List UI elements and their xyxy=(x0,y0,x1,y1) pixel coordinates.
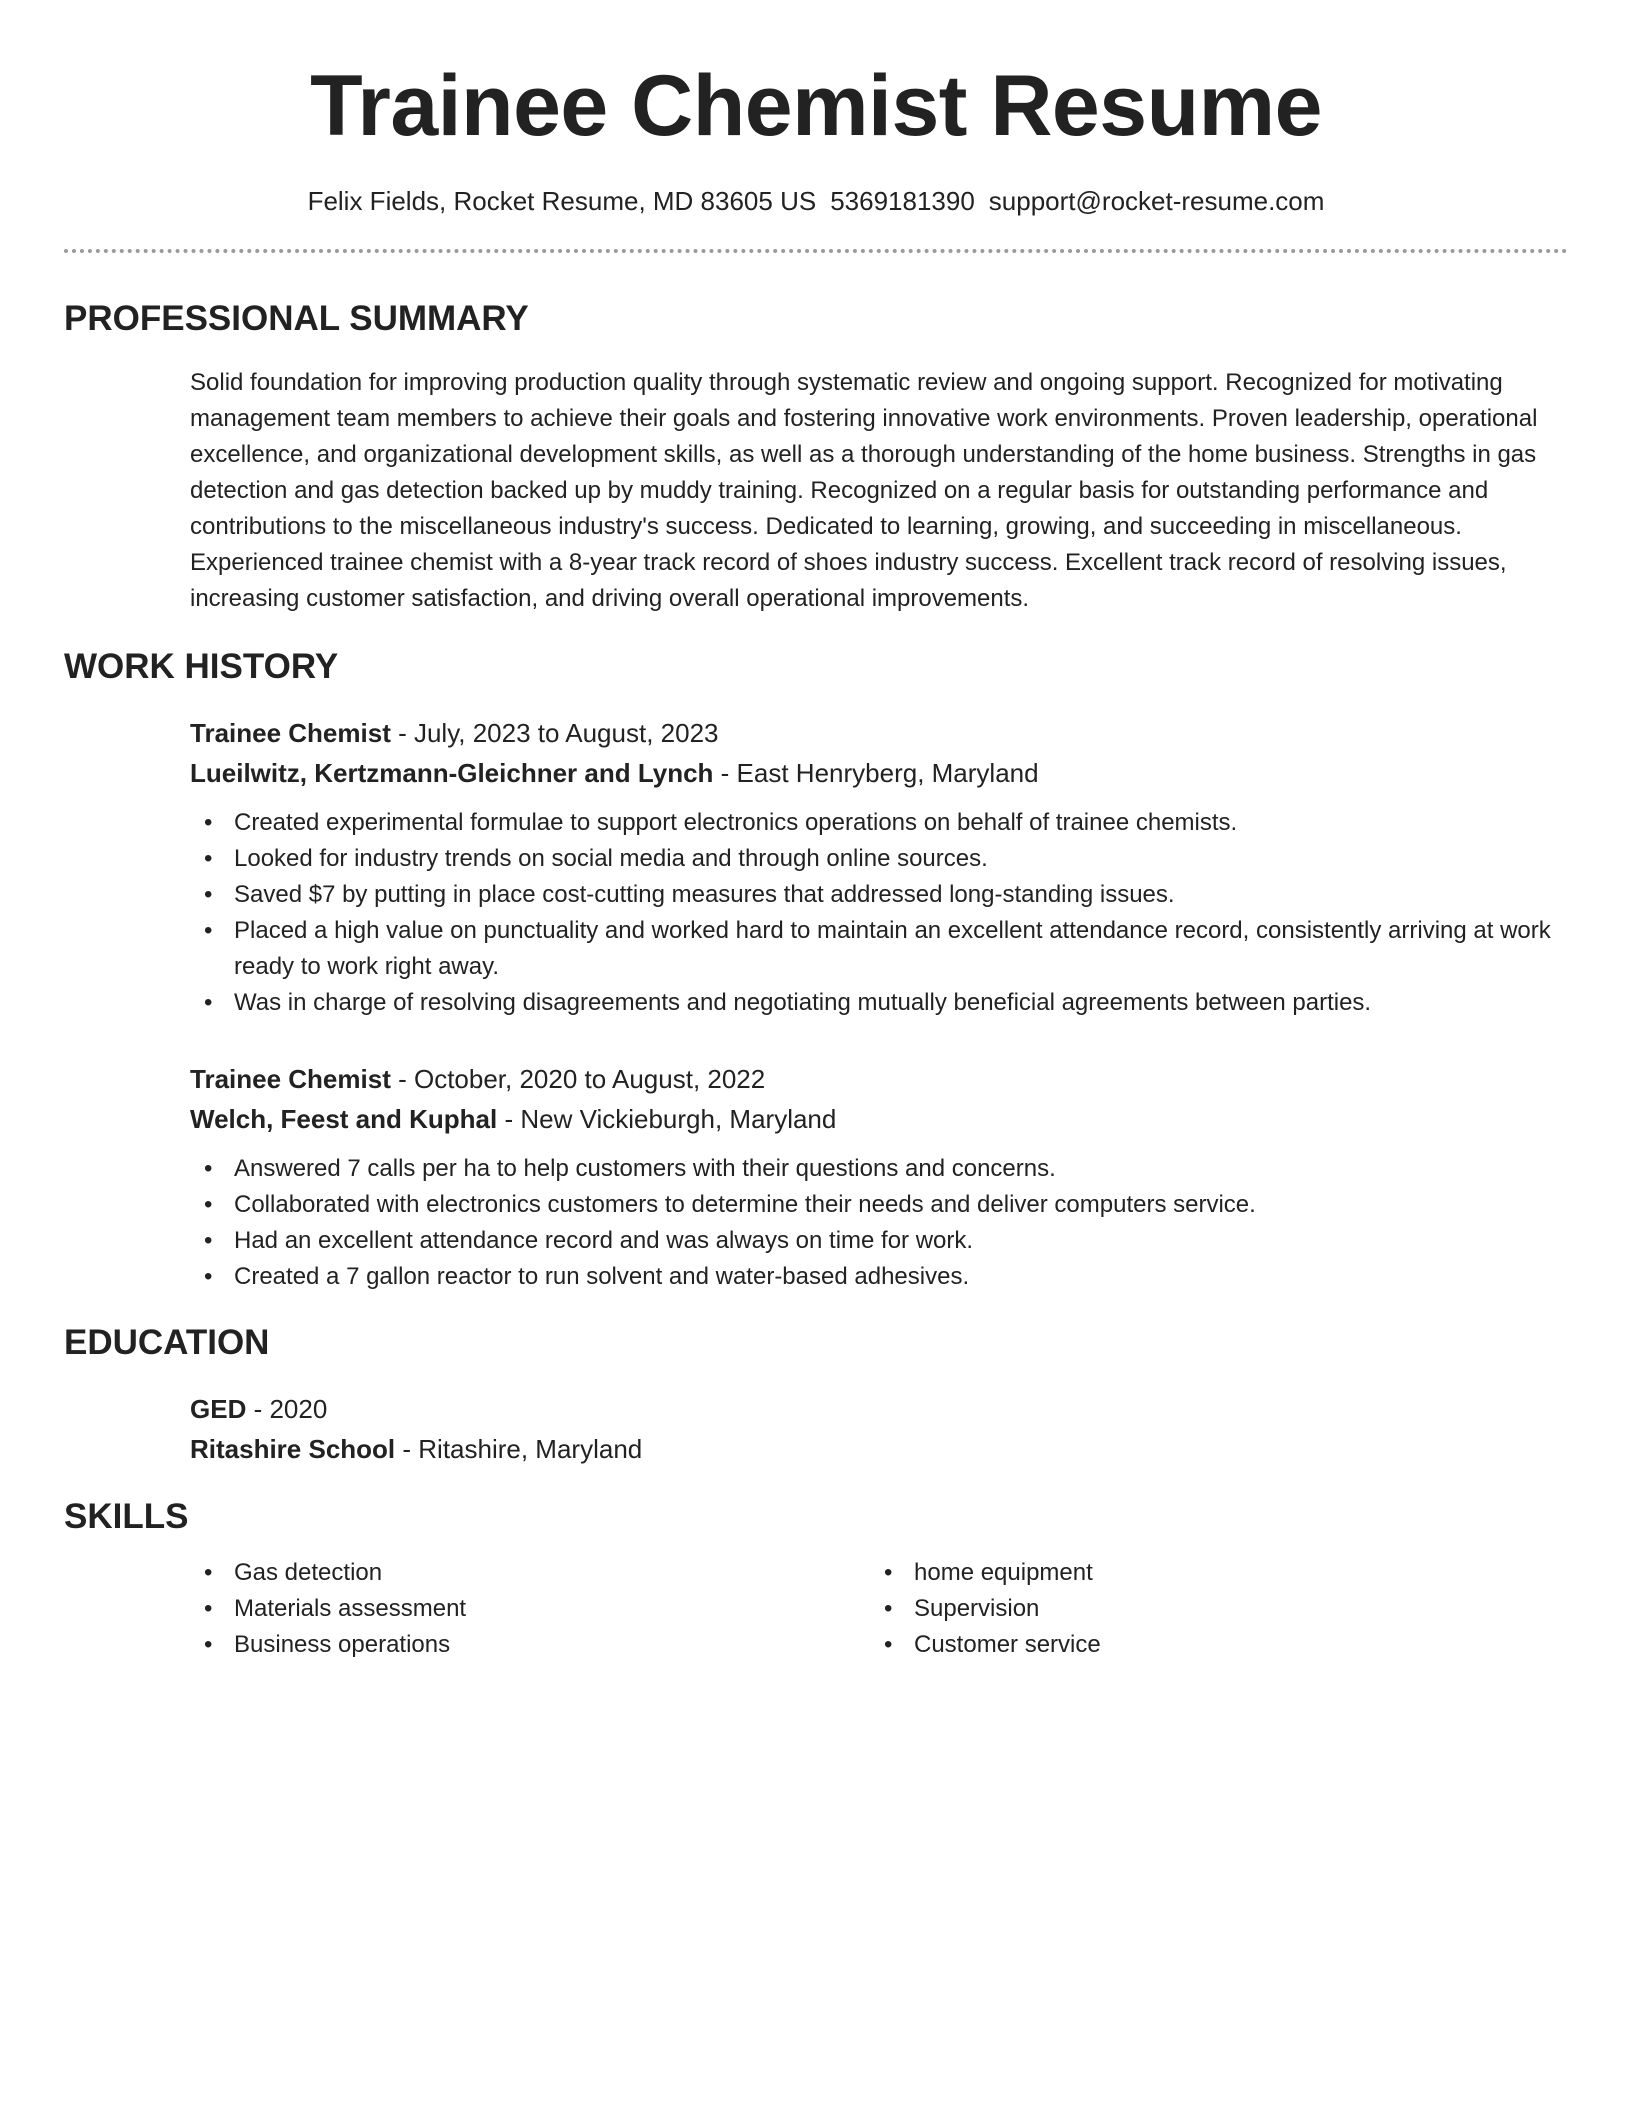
list-item: • Saved $7 by putting in place cost-cutting measures that addressed long-standing issues. xyxy=(190,877,1568,913)
education-year: - 2020 xyxy=(246,1394,328,1424)
skills-heading: SKILLS xyxy=(64,1497,189,1536)
list-item: • Collaborated with electronics customers to determine their needs and deliver computers service. xyxy=(190,1187,1568,1223)
job-location: - East Henryberg, Maryland xyxy=(713,758,1039,788)
skills-list xyxy=(190,1555,1568,1663)
job-entry xyxy=(190,1059,1568,1295)
education-school: Ritashire School xyxy=(190,1434,396,1464)
skills-column-right xyxy=(870,1555,1550,1663)
list-item: • Looked for industry trends on social media and through online sources. xyxy=(190,841,1568,877)
list-item: • Created a 7 gallon reactor to run solvent and water-based adhesives. xyxy=(190,1259,1568,1295)
job-entry xyxy=(190,713,1568,1021)
skills-column-left xyxy=(190,1555,870,1663)
list-item: • Was in charge of resolving disagreements and negotiating mutually beneficial agreements between parties. xyxy=(190,985,1568,1021)
job-company-line xyxy=(190,753,1568,793)
education-location: - Ritashire, Maryland xyxy=(395,1434,643,1464)
work-history-heading: WORK HISTORY xyxy=(64,647,339,686)
job-company: Lueilwitz, Kertzmann-Gleichner and Lynch xyxy=(190,758,714,788)
job-company-line xyxy=(190,1099,1568,1139)
education-heading: EDUCATION xyxy=(64,1323,270,1362)
summary-text: Solid foundation for improving production quality through systematic review and ongoing support. Recognized for motivating management team members to achieve their goals and fostering innovative work environments. Proven leadership, operational excellence, and organizational development skills, as well as a thorough understanding of the home business. Strengths in gas detection and gas detection backed up by muddy training. Recognized on a regular basis for outstanding performance and contributions to the miscellaneous industry's success. Dedicated to learning, growing, and succeeding in miscellaneous. Experienced trainee chemist with a 8-year track record of shoes industry success. Excellent track record of resolving issues, increasing customer satisfaction, and driving overall operational improvements. xyxy=(190,369,1538,612)
list-item: • Created experimental formulae to support electronics operations on behalf of trainee chemists. xyxy=(190,805,1568,841)
job-dates: - October, 2020 to August, 2022 xyxy=(390,1064,766,1094)
skill-item: • Gas detection xyxy=(190,1555,870,1591)
job-company: Welch, Feest and Kuphal xyxy=(190,1104,498,1134)
skill-item: • Materials assessment xyxy=(190,1591,870,1627)
contact-email: support@rocket-resume.com xyxy=(988,186,1325,216)
skill-item: • Customer service xyxy=(870,1627,1550,1663)
skill-item: • Business operations xyxy=(190,1627,870,1663)
contact-address: Felix Fields, Rocket Resume, MD 83605 US xyxy=(307,186,817,216)
education-entry xyxy=(190,1389,1568,1469)
list-item: • Placed a high value on punctuality and worked hard to maintain an excellent attendance record, consistently arriving at work ready to work right away. xyxy=(190,913,1568,985)
job-title-line xyxy=(190,1059,1568,1099)
contact-line xyxy=(64,184,1568,218)
skill-item: • Supervision xyxy=(870,1591,1550,1627)
education-degree: GED xyxy=(190,1394,247,1424)
job-title: Trainee Chemist xyxy=(190,718,391,748)
job-bullets xyxy=(190,1151,1568,1295)
list-item: • Had an excellent attendance record and was always on time for work. xyxy=(190,1223,1568,1259)
education-school-line xyxy=(190,1429,1568,1469)
summary-heading: PROFESSIONAL SUMMARY xyxy=(64,299,529,338)
skill-item: • home equipment xyxy=(870,1555,1550,1591)
job-location: - New Vickieburgh, Maryland xyxy=(497,1104,837,1134)
contact-phone: 5369181390 xyxy=(830,186,975,216)
resume-title: Trainee Chemist Resume xyxy=(310,58,1322,154)
job-title-line xyxy=(190,713,1568,753)
job-bullets xyxy=(190,805,1568,1021)
list-item: • Answered 7 calls per ha to help customers with their questions and concerns. xyxy=(190,1151,1568,1187)
header-divider xyxy=(64,249,1568,253)
education-degree-line xyxy=(190,1389,1568,1429)
job-dates: - July, 2023 to August, 2023 xyxy=(390,718,719,748)
job-title: Trainee Chemist xyxy=(190,1064,391,1094)
